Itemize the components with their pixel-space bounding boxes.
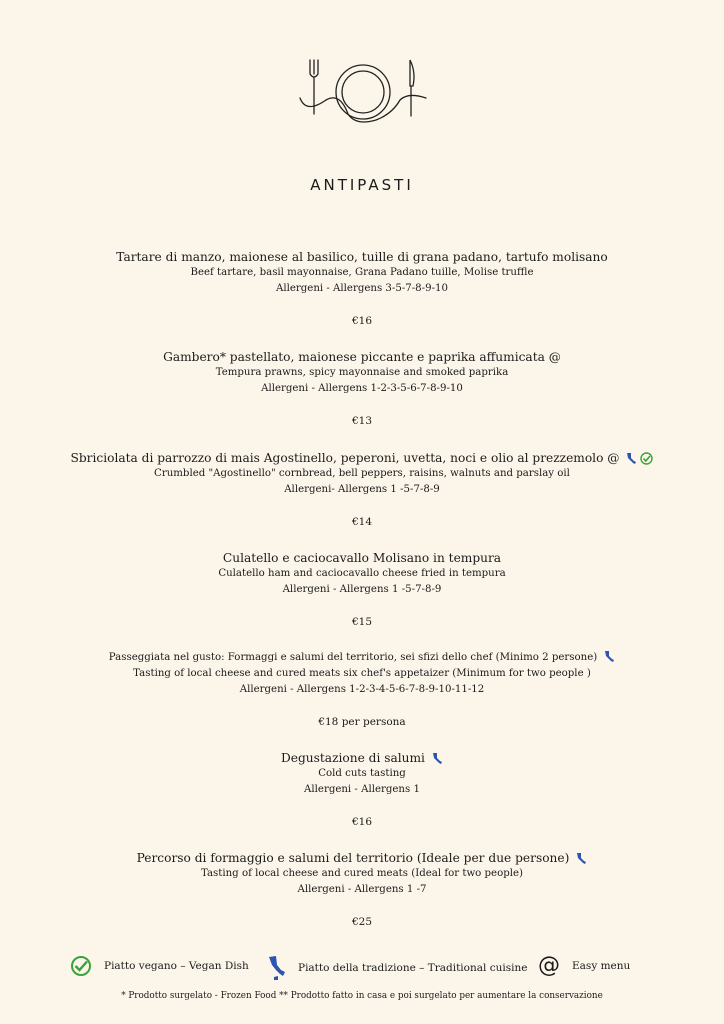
menu-item bbox=[0, 850, 724, 928]
footnote: * Prodotto surgelato - Frozen Food ** Prodotto fatto in casa e poi surgelato per aumentare la conservazione bbox=[121, 991, 603, 1001]
dish-allergens: Allergeni- Allergens 1 -5-7-8-9 bbox=[284, 484, 440, 495]
dish-name-row bbox=[0, 750, 724, 766]
dish-name-en: Beef tartare, basil mayonnaise, Grana Padano tuille, Molise truffle bbox=[190, 267, 534, 278]
menu-item bbox=[0, 450, 724, 528]
dish-allergens: Allergeni - Allergens 1 -7 bbox=[297, 884, 427, 895]
legend bbox=[0, 955, 724, 981]
legend-easy bbox=[538, 955, 630, 977]
dish-price: €16 bbox=[351, 315, 373, 327]
dish-allergens: Allergeni - Allergens 1-2-3-5-6-7-8-9-10 bbox=[261, 383, 463, 394]
italy-icon bbox=[431, 752, 443, 766]
dish-name-row bbox=[0, 650, 724, 666]
dish-name-it: Sbriciolata di parrozzo di mais Agostinello, peperoni, uvetta, noci e olio al prezzemolo @ bbox=[70, 451, 620, 465]
dish-name-it: Passeggiata nel gusto: Formaggi e salumi del territorio, sei sfizi dello chef (Minimo 2 persone) bbox=[108, 652, 598, 663]
legend-traditional-label: Piatto della tradizione – Traditional cuisine bbox=[298, 962, 528, 974]
vegan-leaf-icon bbox=[70, 955, 92, 977]
dish-name-en: Tasting of local cheese and cured meats six chef's appetaizer (Minimum for two people ) bbox=[133, 668, 591, 679]
dish-name-it: Degustazione di salumi bbox=[281, 751, 425, 765]
italy-icon bbox=[266, 955, 286, 981]
dish-allergens: Allergeni - Allergens 1-2-3-4-5-6-7-8-9-10-11-12 bbox=[239, 684, 485, 695]
menu-item bbox=[0, 249, 724, 327]
italy-icon bbox=[625, 452, 637, 466]
dish-name-it: Gambero* pastellato, maionese piccante e paprika affumicata @ bbox=[163, 350, 561, 364]
at-icon: @ bbox=[538, 953, 560, 978]
legend-vegan-label: Piatto vegano – Vegan Dish bbox=[104, 960, 249, 972]
dish-name-row bbox=[0, 850, 724, 866]
menu-item bbox=[0, 349, 724, 427]
dish-name-en: Crumbled "Agostinello" cornbread, bell peppers, raisins, walnuts and parslay oil bbox=[154, 468, 570, 479]
dish-name-en: Cold cuts tasting bbox=[318, 768, 406, 779]
section-title: ANTIPASTI bbox=[310, 176, 414, 194]
menu-item bbox=[0, 550, 724, 628]
dish-name-row bbox=[0, 450, 724, 466]
dish-price: €16 bbox=[351, 816, 373, 828]
dish-name-en: Culatello ham and caciocavallo cheese fried in tempura bbox=[218, 568, 506, 579]
dish-name-it: Culatello e caciocavallo Molisano in tempura bbox=[222, 551, 502, 565]
dish-allergens: Allergeni - Allergens 3-5-7-8-9-10 bbox=[276, 283, 448, 294]
vegan-leaf-icon bbox=[640, 452, 653, 465]
dish-price: €13 bbox=[351, 415, 373, 427]
dish-allergens: Allergeni - Allergens 1 bbox=[304, 784, 420, 795]
menu-item bbox=[0, 750, 724, 828]
italy-icon bbox=[575, 852, 587, 866]
plate-fork-knife-icon bbox=[296, 54, 430, 130]
legend-vegan bbox=[70, 955, 249, 977]
menu-item bbox=[0, 650, 724, 728]
dish-price: €14 bbox=[351, 516, 373, 528]
dish-name-en: Tempura prawns, spicy mayonnaise and smoked paprika bbox=[215, 367, 509, 378]
legend-easy-label: Easy menu bbox=[572, 960, 631, 972]
legend-traditional bbox=[266, 955, 527, 981]
dish-name-it: Tartare di manzo, maionese al basilico, tuille di grana padano, tartufo molisano bbox=[116, 250, 608, 264]
dish-name-en: Tasting of local cheese and cured meats (Ideal for two people) bbox=[200, 868, 524, 879]
dish-name-it: Percorso di formaggio e salumi del territorio (Ideale per due persone) bbox=[136, 851, 570, 865]
dish-allergens: Allergeni - Allergens 1 -5-7-8-9 bbox=[282, 584, 442, 595]
dish-price: €18 per persona bbox=[318, 716, 406, 728]
italy-icon bbox=[603, 650, 615, 664]
dish-price: €25 bbox=[351, 916, 373, 928]
dish-price: €15 bbox=[351, 616, 373, 628]
